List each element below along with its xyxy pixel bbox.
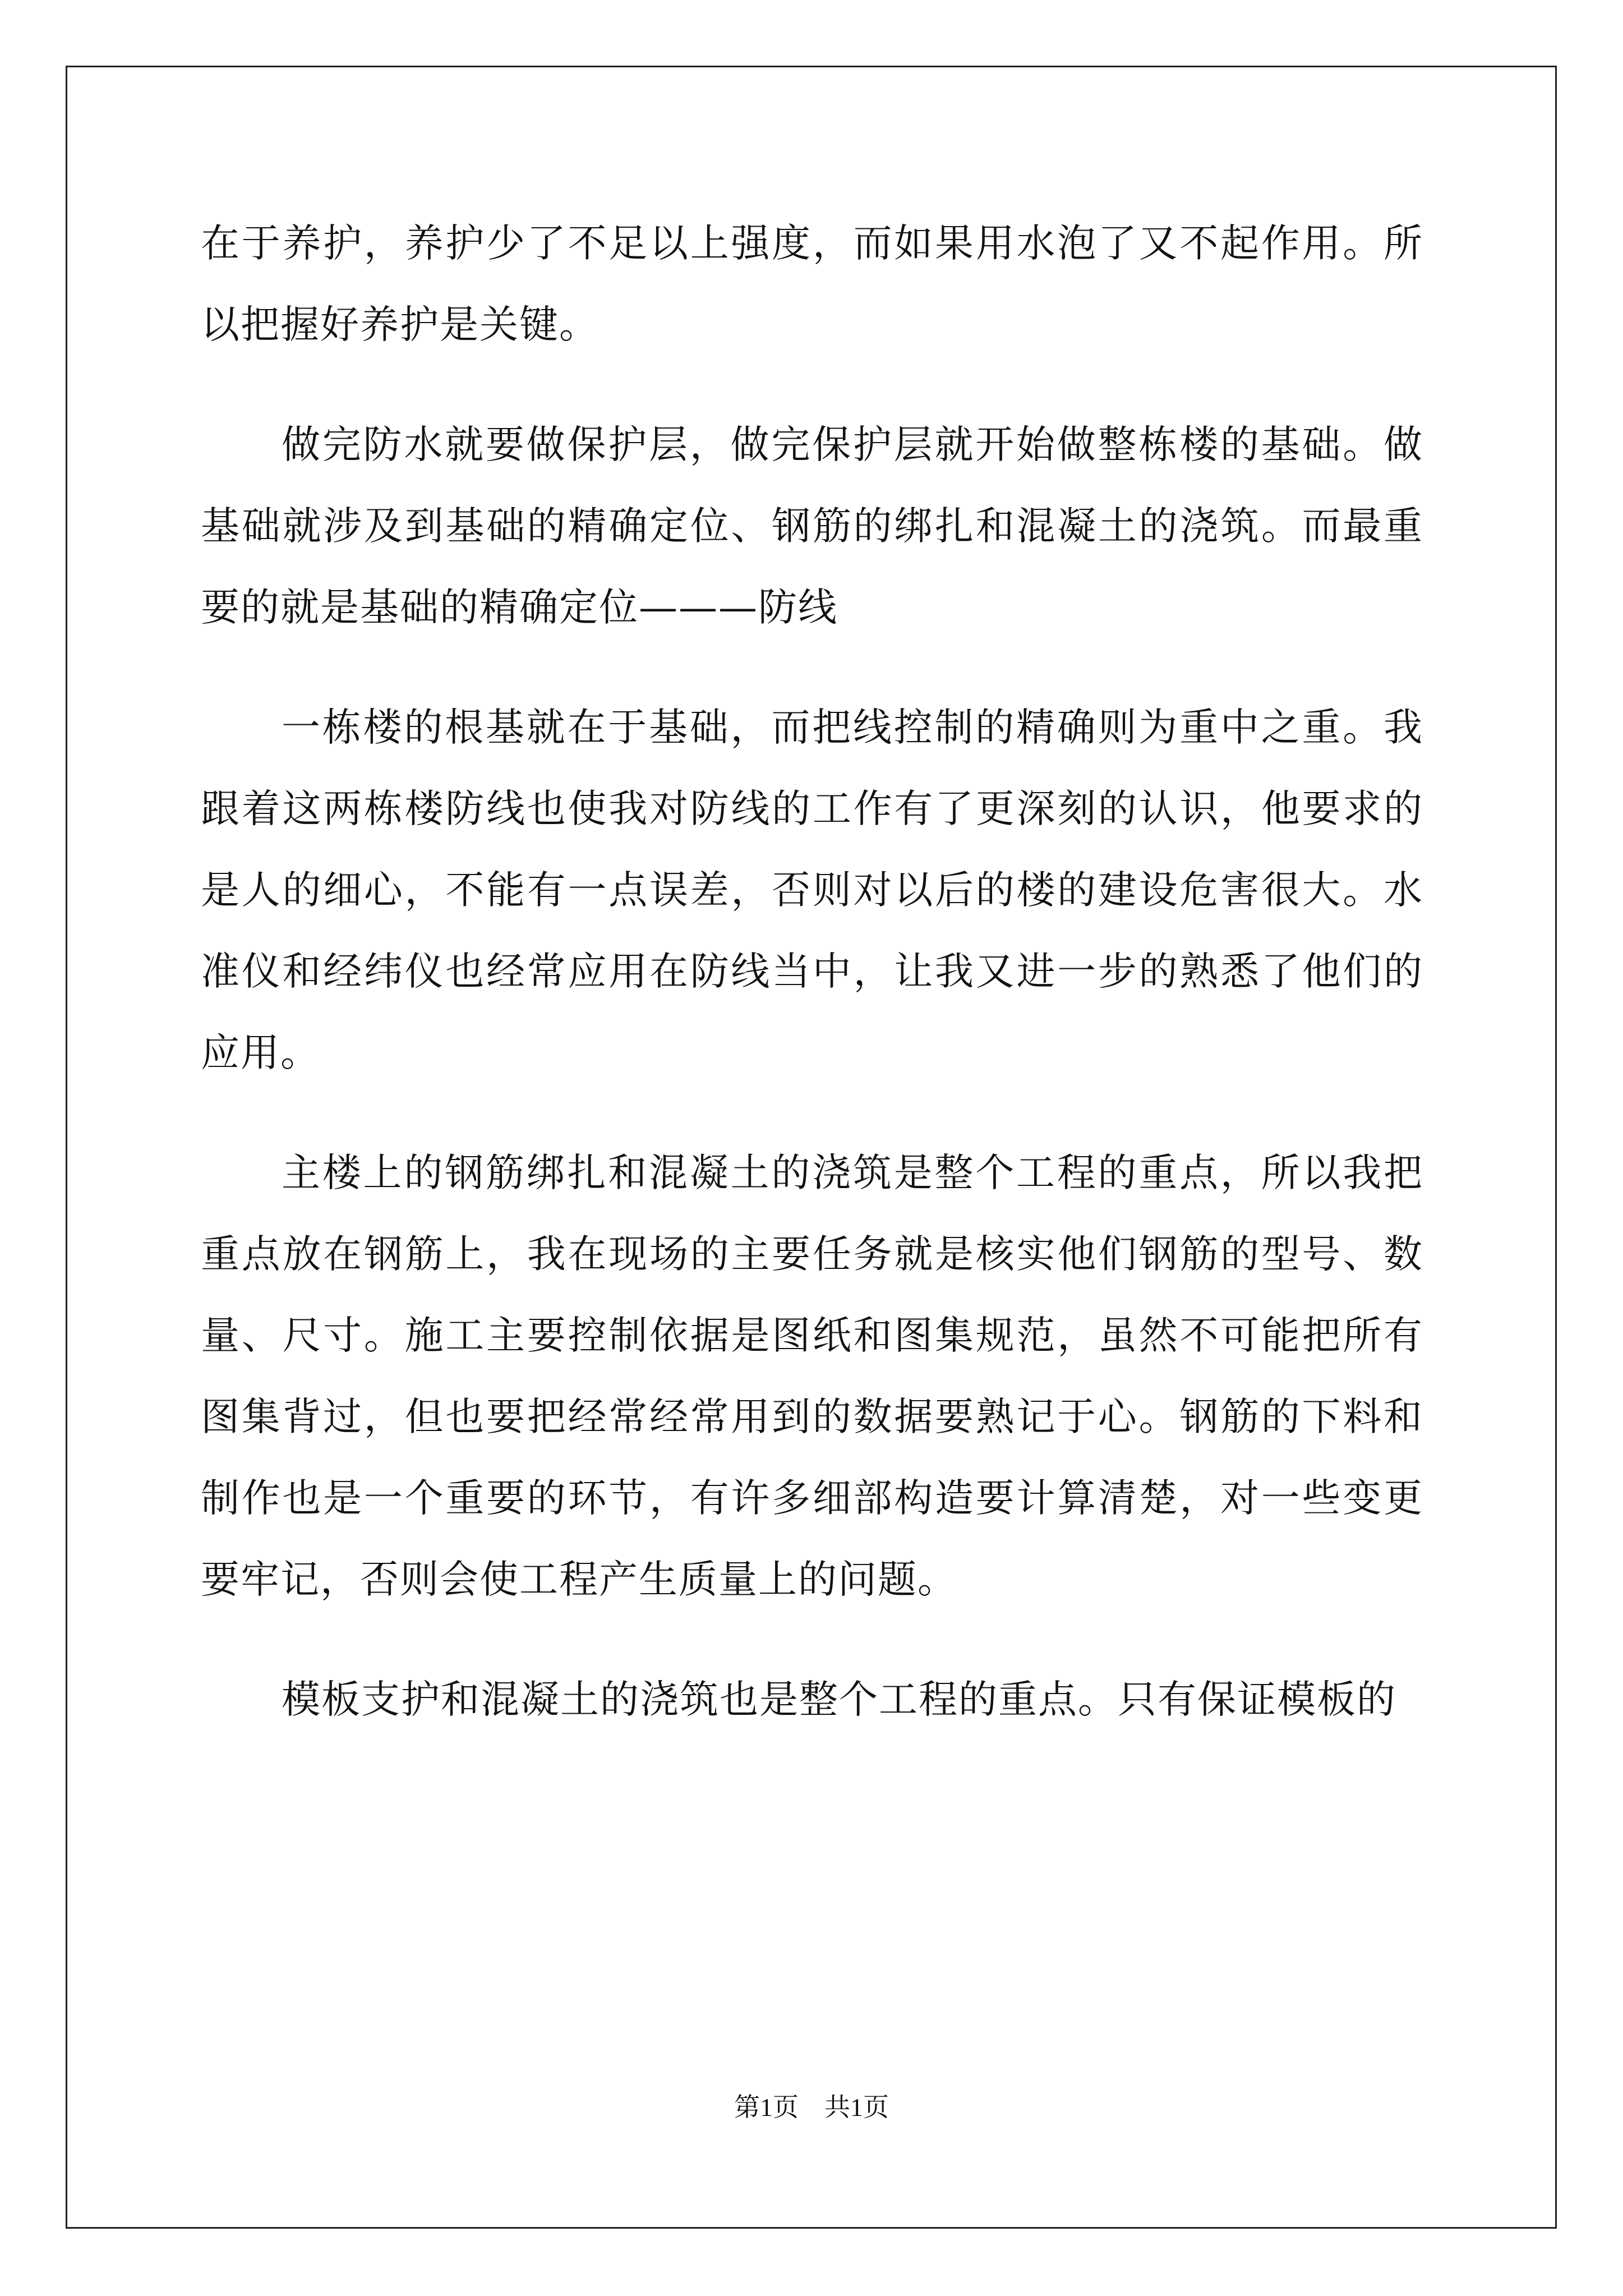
paragraph: 模板支护和混凝土的浇筑也是整个工程的重点。只有保证模板的 bbox=[282, 1677, 1396, 1722]
document-body bbox=[201, 203, 1423, 1779]
page-footer: 第1页 共1页 bbox=[734, 2093, 889, 2122]
paragraph: 做完防水就要做保护层，做完保护层就开始做整栋楼的基础。做基础就涉及到基础的精确定位、钢筋的绑扎和混凝土的浇筑。而最重要的就是基础的精确定位———防线 bbox=[201, 422, 1423, 630]
paragraph: 一栋楼的根基就在于基础，而把线控制的精确则为重中之重。我跟着这两栋楼防线也使我对防线的工作有了更深刻的认识，他要求的是人的细心，不能有一点误差，否则对以后的楼的建设危害很大。水准仪和经纬仪也经常应用在防线当中，让我又进一步的熟悉了他们的应用。 bbox=[201, 705, 1423, 1075]
paragraph: 主楼上的钢筋绑扎和混凝土的浇筑是整个工程的重点，所以我把重点放在钢筋上，我在现场的主要任务就是核实他们钢筋的型号、数量、尺寸。施工主要控制依据是图纸和图集规范，虽然不可能把所有图集背过，但也要把经常经常用到的数据要熟记于心。钢筋的下料和制作也是一个重要的环节，有许多细部构造要计算清楚，对一些变更要牢记，否则会使工程产生质量上的问题。 bbox=[201, 1151, 1423, 1602]
paragraph: 在于养护，养护少了不足以上强度，而如果用水泡了又不起作用。所以把握好养护是关键。 bbox=[201, 221, 1423, 347]
